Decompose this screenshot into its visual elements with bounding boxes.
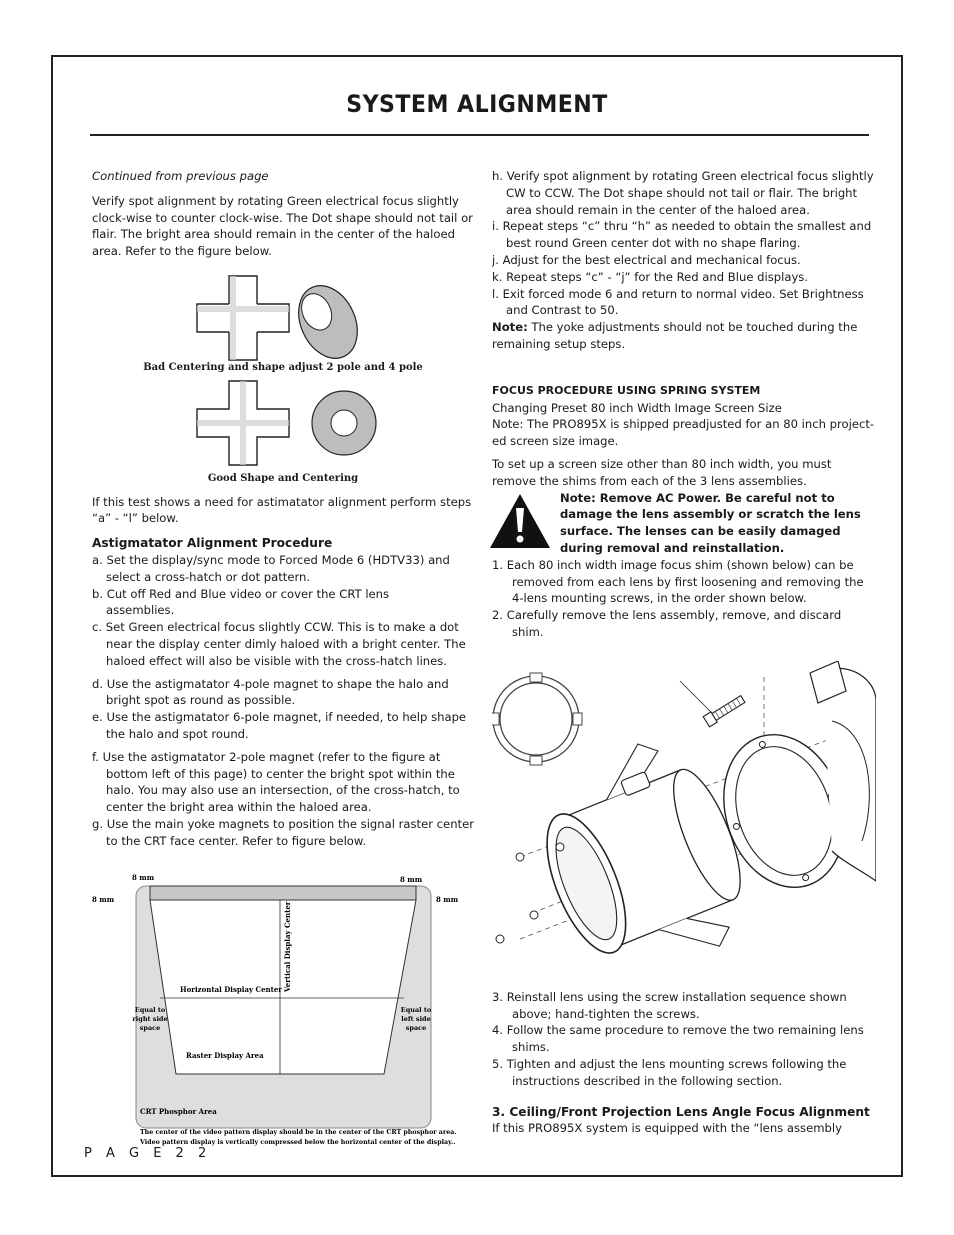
step-i: i. Repeat steps “c” thru “h” as needed to obtain the smallest and best round Green center dot with no shape flaring.	[492, 219, 872, 251]
test-note: If this test shows a need for astimatator alignment perform steps “a” - “l” below.	[92, 494, 472, 526]
lens-step-5: 5. Tighten and adjust the lens mounting screws following the instructions described in the following section.	[492, 1056, 847, 1088]
vertical-center-label: Vertical Display Center	[283, 901, 292, 992]
equal-right-label: Equal to right side space	[132, 1005, 168, 1032]
bad-centering-figure	[92, 272, 474, 362]
focus-heading: FOCUS PROCEDURE USING SPRING SYSTEM	[492, 383, 761, 397]
warning-text: Note: Remove AC Power. Be careful not to damage the lens assembly or scratch the lens surface. The lenses can be easily damaged during removal and reinstallation.	[560, 490, 861, 555]
setup-text: To set up a screen size other than 80 inch width, you must remove the shims from each of the 3 lens assemblies.	[492, 456, 832, 488]
continued-note: Continued from previous page	[92, 169, 269, 183]
ceiling-heading: 3. Ceiling/Front Projection Lens Angle Focus Alignment	[492, 1104, 870, 1119]
left-column	[92, 168, 474, 1152]
step-a: a. Set the display/sync mode to Forced Mode 6 (HDTV33) and select a cross-hatch or dot pattern.	[92, 552, 450, 584]
step-g: g. Use the main yoke magnets to position the signal raster center to the CRT face center. Refer to figure below.	[92, 816, 474, 848]
yoke-note-text: The yoke adjustments should not be touched during the remaining setup steps.	[492, 320, 858, 351]
step-b: b. Cut off Red and Blue video or cover the CRT lens assemblies.	[92, 586, 390, 618]
equal-left-label: Equal to left side space	[400, 1005, 432, 1032]
step-k: k. Repeat steps “c” - “j” for the Red and Blue displays.	[492, 269, 809, 284]
lens-step-2: 2. Carefully remove the lens assembly, remove, and discard shim.	[492, 608, 842, 639]
step-j: j. Adjust for the best electrical and mechanical focus.	[492, 252, 801, 267]
good-centering-figure	[92, 379, 474, 471]
ceiling-text: If this PRO895X system is equipped with the “lens assembly	[492, 1121, 842, 1136]
lens-step-4: 4. Follow the same procedure to remove the two remaining lens shims.	[492, 1023, 864, 1055]
yoke-note-label: Note:	[492, 320, 528, 335]
fig2-caption: Good Shape and Centering	[207, 472, 359, 484]
lens-assembly-illustration	[492, 661, 876, 979]
lens-step-3: 3. Reinstall lens using the screw installation sequence shown above; hand-tighten the screws.	[492, 989, 847, 1021]
warning-triangle-icon	[488, 492, 552, 550]
lens-step-1: 1. Each 80 inch width image focus shim (shown below) can be removed from each lens by first loosening and removing the 4-lens mounting screws, in the order shown below.	[492, 557, 864, 606]
warning-block	[492, 490, 876, 557]
crt-alignment-diagram	[88, 872, 472, 1152]
step-c: c. Set Green electrical focus slightly CCW. This is to make a dot near the display center dimly haloed with a bright center. The haloed effect will also be visible with the cross-hatch lines.	[92, 620, 466, 668]
phosphor-area-label: CRT Phosphor Area	[140, 1106, 217, 1116]
mm-top-left: 8 mm	[132, 872, 155, 882]
mm-top-right: 8 mm	[400, 874, 423, 884]
astig-heading: Astigmatator Alignment Procedure	[92, 536, 333, 551]
title-rule	[90, 134, 869, 136]
step-e: e. Use the astigmatator 6-pole magnet, if needed, to help shape the halo and spot round.	[92, 710, 467, 741]
mm-left: 8 mm	[92, 894, 115, 904]
step-f: f. Use the astigmatator 2-pole magnet (refer to the figure at bottom left of this page) to center the bright spot within the halo. You may also use an intersection, of the cross-hatch, to center the bright area within the haloed area.	[92, 749, 460, 815]
page-title: SYSTEM ALIGNMENT	[346, 90, 608, 118]
diagram-caption-2: Video pattern display is vertically compressed below the horizontal center of the display..	[140, 1138, 456, 1146]
right-column	[492, 168, 876, 1137]
horizontal-center-label: Horizontal Display Center	[180, 984, 282, 994]
raster-area-label: Raster Display Area	[186, 1050, 264, 1060]
diagram-caption-1: The center of the video pattern display should be in the center of the CRT phosphor area.	[140, 1128, 457, 1136]
intro-paragraph: Verify spot alignment by rotating Green electrical focus slightly clock-wise to counter clock-wise. The Dot shape should not tail or flair. The bright area should remain in the center of the haloed area. Refer to the figure below.	[92, 193, 473, 259]
step-h: h. Verify spot alignment by rotating Green electrical focus slightly CW to CCW. The Dot shape should not tail or flair. The bright area should remain in the center of the haloed area.	[492, 169, 874, 217]
mm-right: 8 mm	[436, 894, 459, 904]
page-number: P A G E 2 2	[84, 1146, 212, 1161]
yoke-note	[492, 319, 876, 353]
step-d: d. Use the astigmatator 4-pole magnet to shape the halo and bright spot as round as possible.	[92, 676, 449, 708]
focus-subheading: Changing Preset 80 inch Width Image Screen Size	[492, 400, 782, 415]
focus-shim-ring	[492, 673, 582, 765]
fig1-caption: Bad Centering and shape adjust 2 pole and 4 pole	[143, 361, 423, 373]
focus-note: Note: The PRO895X is shipped preadjusted for an 80 inch project-ed screen size image.	[492, 417, 875, 449]
step-l: l. Exit forced mode 6 and return to normal video. Set Brightness and Contrast to 50.	[492, 286, 864, 318]
